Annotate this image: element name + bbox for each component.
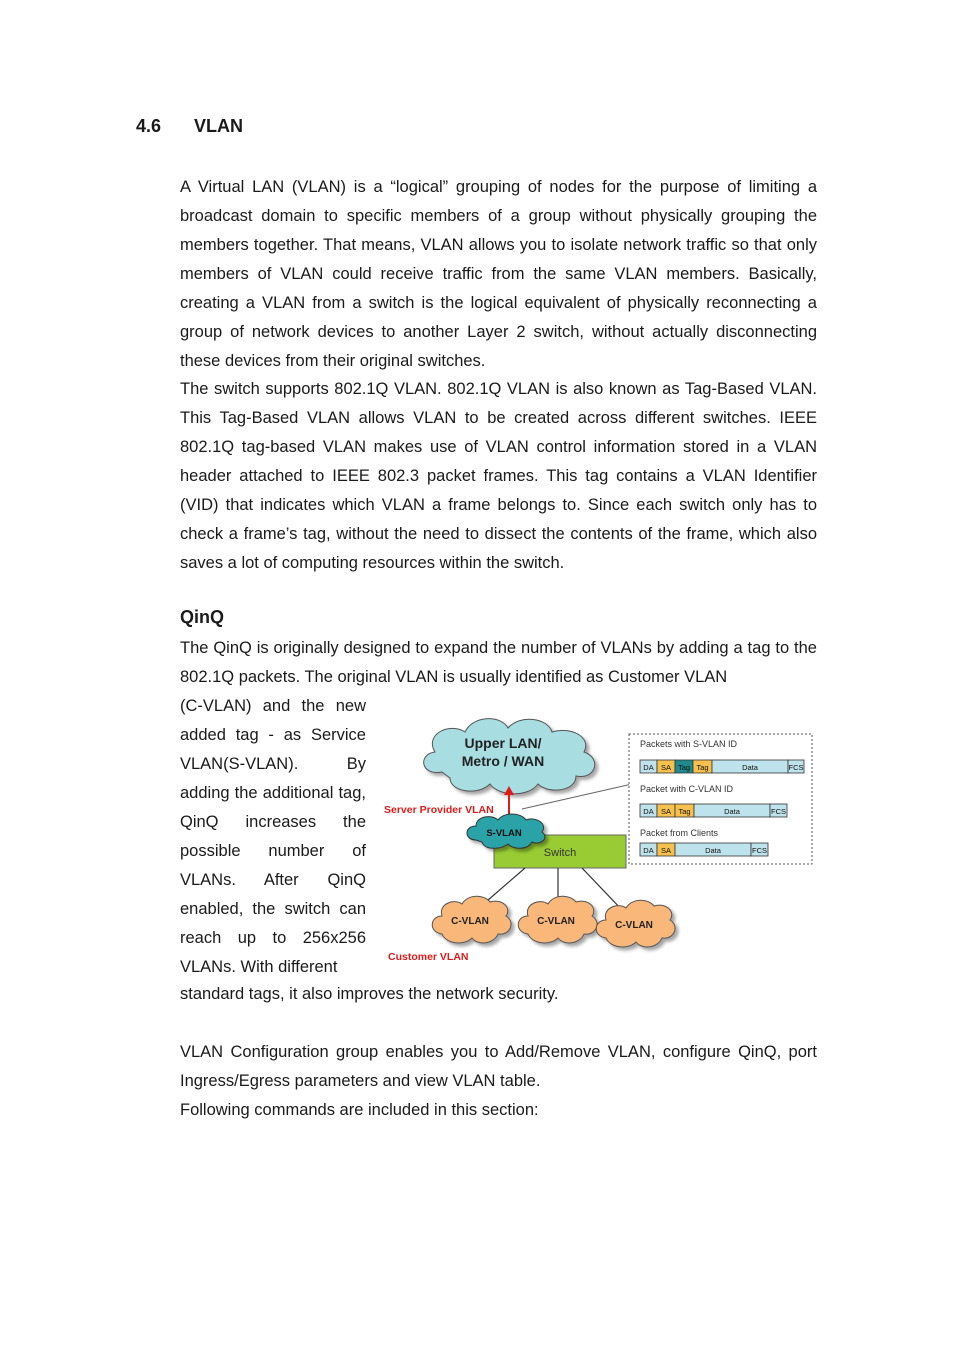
section-number: 4.6 [136,116,162,136]
qinq-side-text: (C-VLAN) and the new added tag - as Service VLAN(S-VLAN). By adding the additional tag, QinQ increases the possible number of VLANs. After QinQ enabled, the switch can reach up to 256x256 VLANs. With different [180,697,366,976]
section-title: VLAN [194,116,243,136]
field-sa: SA [660,763,672,772]
field-da: DA [643,763,654,772]
commands-intro: Following commands are included in this section: [180,1101,539,1119]
field-da: DA [643,807,654,816]
cvlan-cloud-1 [432,896,511,943]
legend-svlan-title: Packets with S-VLAN ID [640,739,738,749]
cvlan-cloud-3 [596,900,675,947]
field-fcs: FCS [752,846,767,855]
dot1q-paragraph: The switch supports 802.1Q VLAN. 802.1Q VLAN is also known as Tag-Based VLAN. This Tag-Based VLAN allows VLAN to be created across different switches. IEEE 802.1Q tag-based VLAN makes use of VLAN control information stored in a VLAN header attached to IEEE 802.3 packet frames. This tag contains a VLAN Identifier (VID) that indicates which VLAN a frame belongs to. Since each switch only has to check a frame’s tag, without the need to dissect the contents of the frame, which also saves a lot of computing resources within the switch. [180,380,817,572]
field-fcs: FCS [788,763,804,772]
legend-client-title: Packet from Clients [640,828,719,838]
switch-label: Switch [543,847,577,859]
legend-cvlan-title: Packet with C-VLAN ID [640,784,734,794]
upper-lan-cloud [424,719,595,794]
pointer-line [522,784,632,809]
field-sa: SA [660,846,672,855]
upper-cloud-line1: Upper LAN/ [464,735,542,751]
cvlan-cloud-2 [518,896,597,943]
field-data: Data [705,846,721,855]
svlan-packet [640,760,804,773]
field-stag: Tag [677,763,691,772]
field-ctag: Tag [696,763,709,772]
field-sa: SA [660,807,672,816]
field-ctag: Tag [678,807,691,816]
section-heading [136,116,243,137]
config-paragraph: VLAN Configuration group enables you to Add/Remove VLAN, configure QinQ, port Ingress/Egress parameters and view VLAN table. [180,1043,817,1090]
svlan-label: S-VLAN [486,828,522,839]
intro-paragraph: A Virtual LAN (VLAN) is a “logical” grouping of nodes for the purpose of limiting a broadcast domain to specific members of a group without physically grouping the members together. That means, VLAN allows you to isolate network traffic so that only members of VLAN could receive traffic from the same VLAN members. Basically, creating a VLAN from a switch is the logical equivalent of physically reconnecting a group of network devices to another Layer 2 switch, without actually disconnecting these devices from their original switches. [180,178,817,370]
qinq-heading: QinQ [180,607,224,627]
cvlan-label-3: C-VLAN [615,920,653,931]
cvlan-label-1: C-VLAN [451,916,489,927]
packet-legend [629,734,812,864]
client-packet [640,843,768,856]
qinq-tail: standard tags, it also improves the network security. [180,985,559,1003]
field-fcs: FCS [771,807,786,816]
qinq-intro: The QinQ is originally designed to expand the number of VLANs by adding a tag to the 802.1Q packets. The original VLAN is usually identified as Customer VLAN [180,639,817,686]
qinq-diagram [380,712,820,972]
field-da: DA [643,846,654,855]
customer-vlan-label: Customer VLAN [388,951,469,963]
cvlan-packet [640,804,787,817]
upper-cloud-line2: Metro / WAN [461,753,545,769]
cvlan-label-2: C-VLAN [537,916,575,927]
server-provider-label: Server Provider VLAN [384,804,494,816]
field-data: Data [724,807,740,816]
field-data: Data [742,763,758,772]
